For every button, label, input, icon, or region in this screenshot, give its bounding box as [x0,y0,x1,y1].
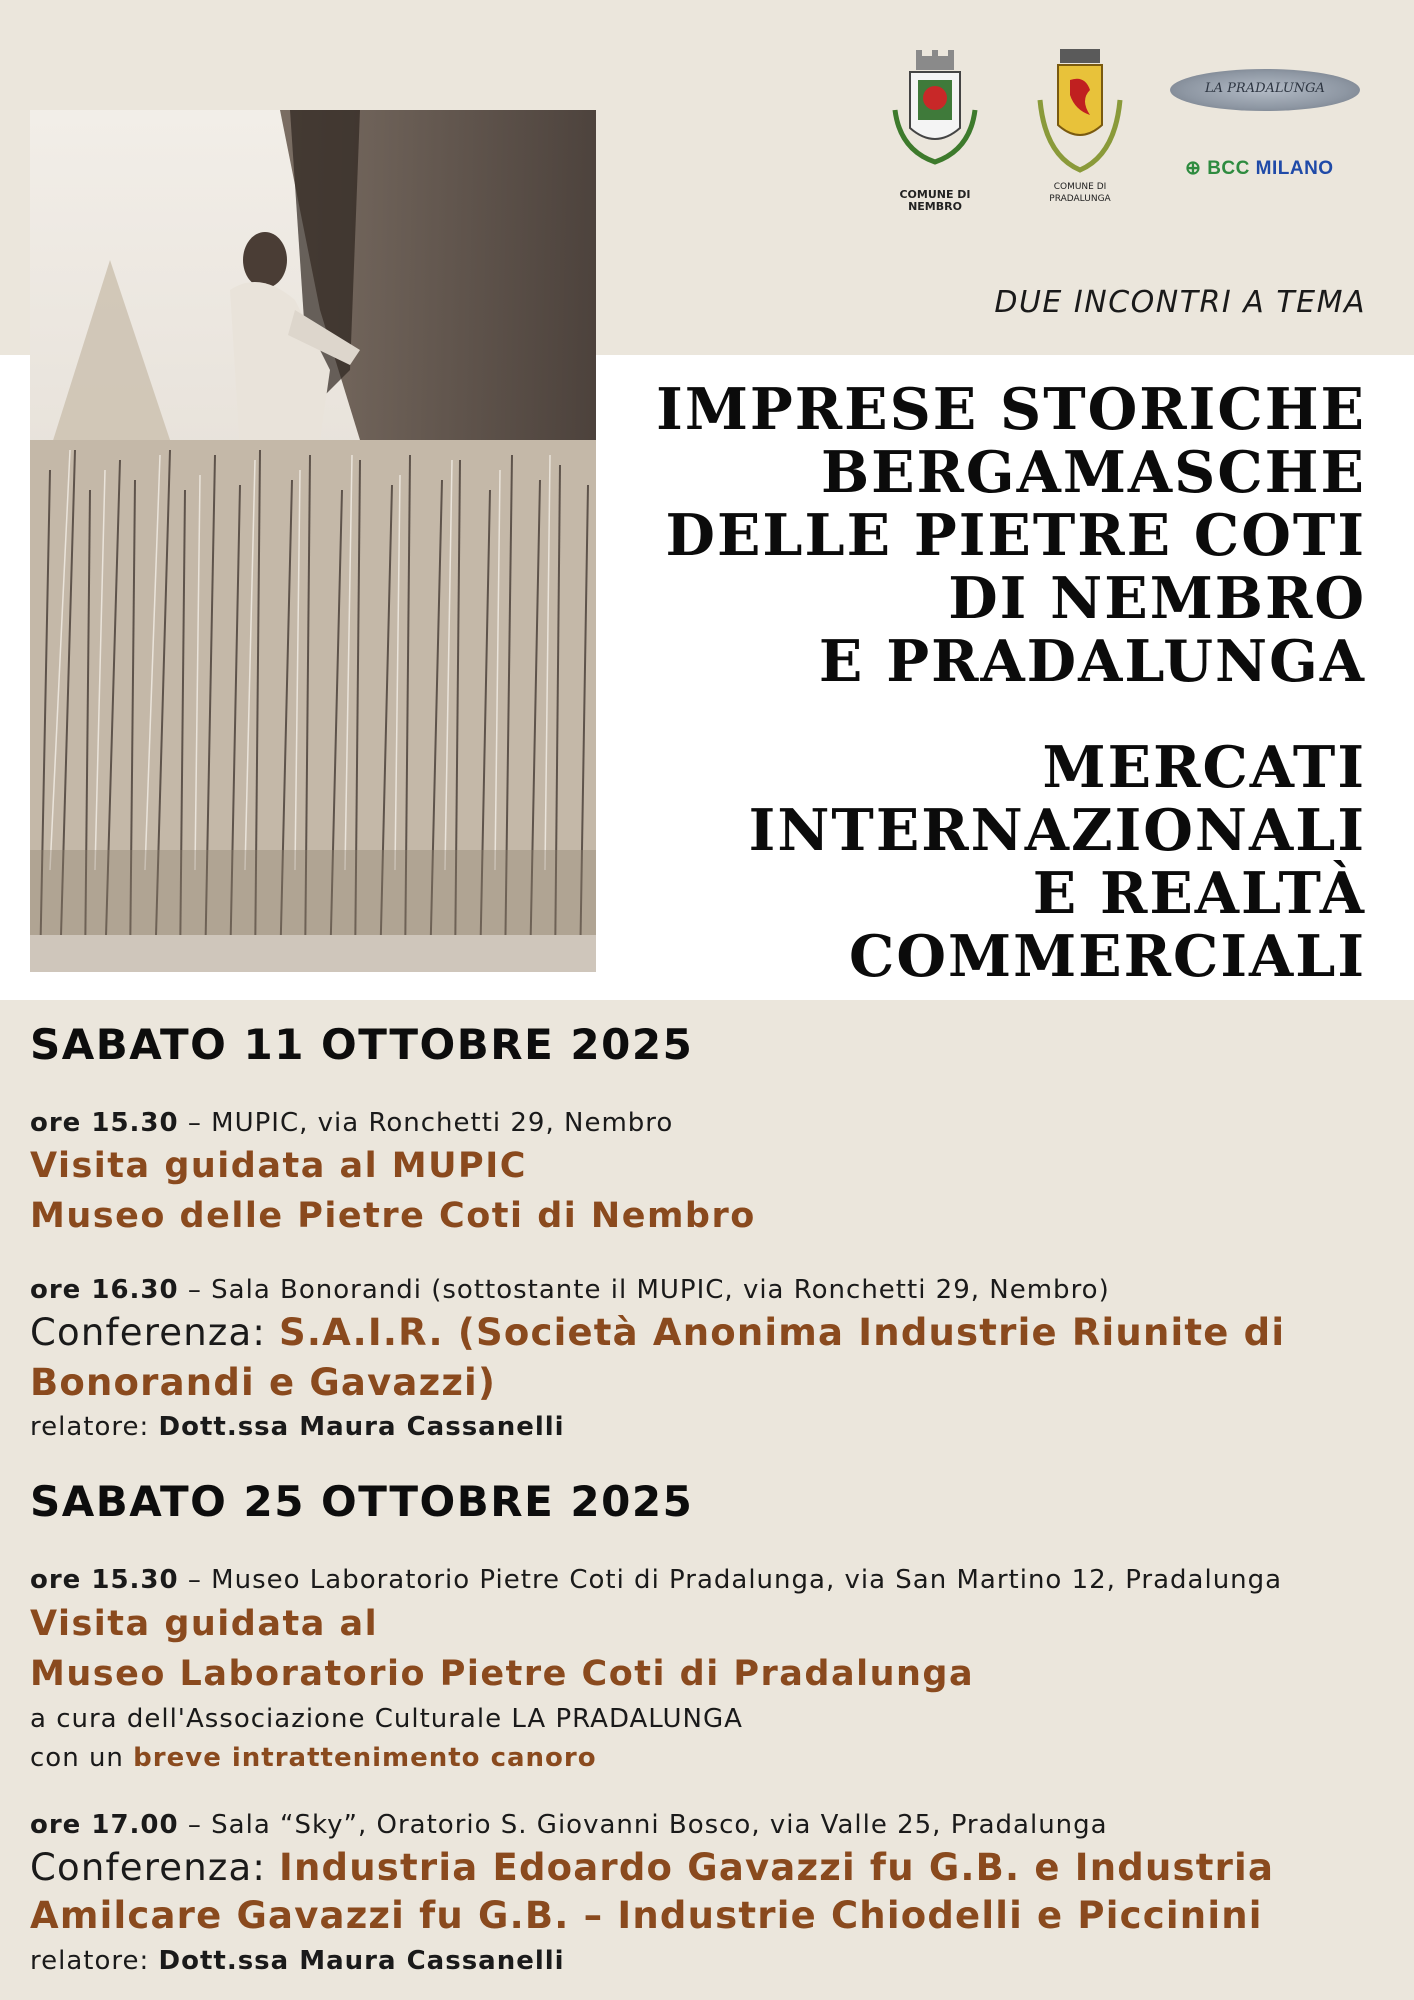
event-place: – Museo Laboratorio Pietre Coti di Pradalunga, via San Martino 12, Pradalunga [178,1565,1283,1595]
conference-name: Industria Edoardo Gavazzi fu G.B. e Industria [279,1846,1275,1889]
event-time-place [30,1108,673,1138]
title-line: MERCATI [1042,734,1366,801]
event-time-place [30,1810,1108,1840]
event-place: – Sala “Sky”, Oratorio S. Giovanni Bosco, via Valle 25, Pradalunga [178,1810,1108,1840]
event-time: ore 17.00 [30,1810,179,1840]
event-time: ore 16.30 [30,1275,179,1305]
conference-label: Conferenza: [30,1311,280,1354]
speaker-line [30,1946,565,1976]
event-note [30,1743,597,1773]
event-place: – MUPIC, via Ronchetti 29, Nembro [178,1108,674,1138]
event-headline: Visita guidata al MUPIC [30,1146,527,1186]
historic-photo [30,110,596,972]
event-time: ore 15.30 [30,1108,179,1138]
bcc-milano-logo [1185,157,1334,180]
event-time: ore 15.30 [30,1565,179,1595]
event-time-place [30,1275,1110,1305]
pradalunga-coat-of-arms [1030,45,1130,205]
event-note-prefix: con un [30,1743,134,1773]
title-line: DI NEMBRO [948,565,1366,632]
bcc-name: MILANO [1255,158,1334,179]
la-pradalunga-logo-text: LA PRADALUNGA [1205,81,1325,96]
speaker-line [30,1412,565,1442]
conference-title-cont [30,1358,496,1408]
event-note: a cura dell'Associazione Culturale LA PRADALUNGA [30,1704,743,1734]
nembro-crest-icon [880,50,990,185]
conference-title [30,1308,1285,1358]
event-note-bold: breve intrattenimento canoro [133,1743,597,1773]
event-place: – Sala Bonorandi (sottostante il MUPIC, via Ronchetti 29, Nembro) [178,1275,1110,1305]
conference-title [30,1843,1274,1893]
speaker-label: relatore: [30,1412,159,1442]
pradalunga-caption: COMUNE DI PRADALUNGA [1049,182,1111,204]
title-line: INTERNAZIONALI [748,797,1366,864]
event-headline: Visita guidata al [30,1604,379,1644]
conference-name: S.A.I.R. (Società Anonima Industrie Riunite di [279,1311,1286,1354]
speaker-name: Dott.ssa Maura Cassanelli [158,1412,565,1442]
sponsor-logos [880,45,1380,215]
title-block-1 [656,378,1366,693]
event-date: SABATO 11 OTTOBRE 2025 [30,1020,694,1069]
bcc-prefix: BCC [1207,158,1250,179]
event-headline: Museo delle Pietre Coti di Nembro [30,1196,756,1236]
bcc-icon: ⊕ [1185,158,1202,179]
title-line: BERGAMASCHE [820,439,1366,506]
title-line: DELLE PIETRE COTI [665,502,1366,569]
title-line: E REALTÀ [1032,860,1366,927]
title-block-2 [749,736,1366,988]
conference-name: Amilcare Gavazzi fu G.B. – Industrie Chiodelli e Piccinini [30,1894,1263,1937]
conference-label: Conferenza: [30,1846,280,1889]
subtitle: DUE INCONTRI A TEMA [994,285,1366,320]
event-headline: Museo Laboratorio Pietre Coti di Pradalunga [30,1654,975,1694]
conference-title-cont [30,1891,1263,1941]
la-pradalunga-logo [1170,69,1360,111]
speaker-label: relatore: [30,1946,159,1976]
event-time-place [30,1565,1282,1595]
title-line: COMMERCIALI [848,923,1366,990]
nembro-coat-of-arms [880,50,990,213]
event-date: SABATO 25 OTTOBRE 2025 [30,1477,694,1526]
title-line: E PRADALUNGA [818,628,1366,695]
conference-name: Bonorandi e Gavazzi) [30,1361,497,1404]
speaker-name: Dott.ssa Maura Cassanelli [158,1946,565,1976]
nembro-caption: COMUNE DI NEMBRO [899,188,971,213]
title-line: IMPRESE STORICHE [656,376,1366,443]
pradalunga-crest-icon [1030,45,1130,185]
